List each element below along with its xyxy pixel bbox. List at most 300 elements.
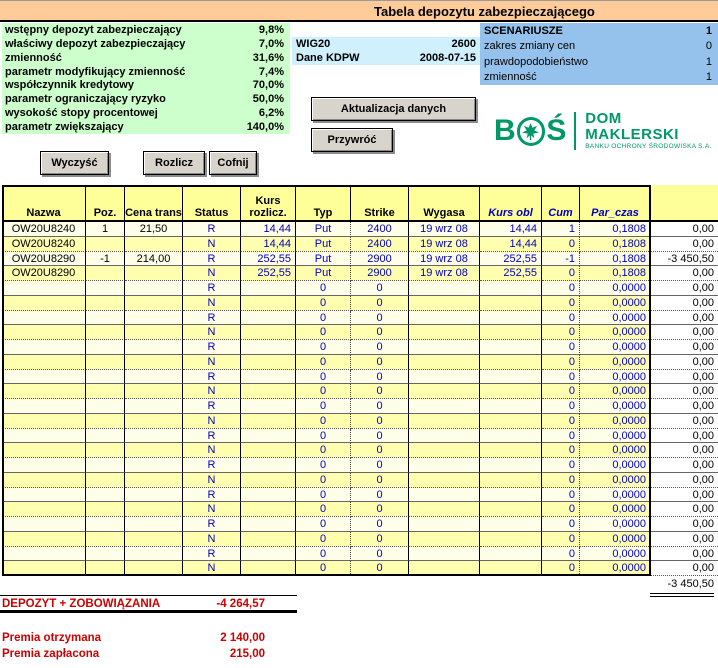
table-cell[interactable]: [86, 384, 125, 399]
table-cell[interactable]: [409, 370, 480, 385]
table-cell[interactable]: [86, 561, 125, 576]
table-cell[interactable]: [480, 340, 542, 355]
table-cell[interactable]: [125, 414, 183, 429]
table-cell[interactable]: [86, 502, 125, 517]
table-cell[interactable]: [2, 532, 86, 547]
table-cell[interactable]: [241, 399, 296, 414]
table-cell[interactable]: [2, 325, 86, 340]
table-cell[interactable]: [480, 370, 542, 385]
table-cell[interactable]: 0,00: [651, 502, 718, 517]
scenario-value[interactable]: 1: [705, 55, 712, 68]
table-cell[interactable]: N: [183, 296, 241, 311]
table-cell[interactable]: 0: [351, 340, 409, 355]
table-cell[interactable]: [86, 517, 125, 532]
table-cell[interactable]: [125, 517, 183, 532]
table-cell[interactable]: [86, 458, 125, 473]
table-cell[interactable]: 252,55: [480, 266, 542, 281]
table-cell[interactable]: 0: [296, 414, 351, 429]
table-cell[interactable]: 0: [542, 414, 580, 429]
table-cell[interactable]: [125, 429, 183, 444]
table-cell[interactable]: N: [183, 443, 241, 458]
table-cell[interactable]: [409, 325, 480, 340]
table-cell[interactable]: 0,00: [651, 355, 718, 370]
table-cell[interactable]: [125, 547, 183, 562]
table-cell[interactable]: [241, 281, 296, 296]
table-cell[interactable]: 0: [296, 547, 351, 562]
table-cell[interactable]: 0: [351, 517, 409, 532]
table-cell[interactable]: 0: [542, 399, 580, 414]
table-cell[interactable]: [409, 561, 480, 576]
table-cell[interactable]: 0: [351, 384, 409, 399]
table-cell[interactable]: [125, 488, 183, 503]
scenario-value[interactable]: 1: [705, 71, 712, 84]
table-cell[interactable]: [86, 266, 125, 281]
table-cell[interactable]: [241, 488, 296, 503]
table-cell[interactable]: 0: [542, 266, 580, 281]
table-cell[interactable]: [86, 237, 125, 252]
table-cell[interactable]: [409, 355, 480, 370]
table-cell[interactable]: [409, 296, 480, 311]
parameter-value[interactable]: 50,0%: [252, 93, 284, 106]
table-cell[interactable]: N: [183, 325, 241, 340]
table-cell[interactable]: [409, 532, 480, 547]
restore-button[interactable]: Przywróć: [311, 128, 393, 152]
table-cell[interactable]: 0,0000: [580, 399, 651, 414]
market-value[interactable]: 2008-07-15: [419, 52, 476, 64]
table-cell[interactable]: 0: [351, 532, 409, 547]
table-cell[interactable]: 0,00: [651, 296, 718, 311]
undo-button[interactable]: Cofnij: [209, 151, 257, 175]
table-cell[interactable]: [241, 311, 296, 326]
table-cell[interactable]: [480, 355, 542, 370]
table-cell[interactable]: [86, 532, 125, 547]
table-cell[interactable]: 0,00: [651, 532, 718, 547]
table-cell[interactable]: 0,00: [651, 517, 718, 532]
table-cell[interactable]: [86, 296, 125, 311]
table-cell[interactable]: 0,00: [651, 222, 718, 237]
table-cell[interactable]: 0,00: [651, 370, 718, 385]
table-cell[interactable]: [86, 281, 125, 296]
table-cell[interactable]: R: [183, 547, 241, 562]
table-cell[interactable]: N: [183, 237, 241, 252]
table-cell[interactable]: [125, 355, 183, 370]
table-cell[interactable]: [480, 532, 542, 547]
table-cell[interactable]: 0: [296, 311, 351, 326]
header-cell[interactable]: Kurs rozlicz.: [241, 185, 296, 222]
table-cell[interactable]: 0: [542, 281, 580, 296]
clear-button[interactable]: Wyczyść: [40, 151, 109, 175]
table-cell[interactable]: [241, 384, 296, 399]
table-cell[interactable]: 1: [86, 222, 125, 237]
header-cell[interactable]: Wygasa: [409, 185, 480, 222]
table-cell[interactable]: [125, 561, 183, 576]
table-cell[interactable]: 0: [542, 458, 580, 473]
table-cell[interactable]: 0,0000: [580, 429, 651, 444]
table-cell[interactable]: [2, 296, 86, 311]
table-cell[interactable]: [125, 311, 183, 326]
table-cell[interactable]: 0: [351, 355, 409, 370]
table-cell[interactable]: R: [183, 281, 241, 296]
table-cell[interactable]: R: [183, 340, 241, 355]
table-cell[interactable]: [2, 429, 86, 444]
table-cell[interactable]: 0: [296, 296, 351, 311]
table-cell[interactable]: 0,00: [651, 325, 718, 340]
table-cell[interactable]: 0,1808: [580, 266, 651, 281]
table-cell[interactable]: R: [183, 222, 241, 237]
table-cell[interactable]: 0: [351, 311, 409, 326]
table-cell[interactable]: [480, 473, 542, 488]
parameter-value[interactable]: 140,0%: [246, 120, 284, 133]
table-cell[interactable]: 0,0000: [580, 561, 651, 576]
table-cell[interactable]: 2900: [351, 252, 409, 267]
table-cell[interactable]: 0,0000: [580, 311, 651, 326]
table-cell[interactable]: [480, 502, 542, 517]
table-cell[interactable]: 0: [351, 296, 409, 311]
table-cell[interactable]: [2, 384, 86, 399]
table-cell[interactable]: [480, 296, 542, 311]
table-cell[interactable]: [241, 473, 296, 488]
table-cell[interactable]: [409, 340, 480, 355]
table-cell[interactable]: [86, 340, 125, 355]
table-cell[interactable]: [241, 443, 296, 458]
table-cell[interactable]: [2, 547, 86, 562]
table-cell[interactable]: 0: [296, 532, 351, 547]
table-cell[interactable]: R: [183, 311, 241, 326]
header-cell[interactable]: Cena trans: [125, 185, 183, 222]
table-cell[interactable]: 0,00: [651, 340, 718, 355]
table-cell[interactable]: [86, 443, 125, 458]
table-cell[interactable]: [480, 384, 542, 399]
table-cell[interactable]: R: [183, 399, 241, 414]
table-cell[interactable]: [241, 325, 296, 340]
table-cell[interactable]: R: [183, 517, 241, 532]
table-cell[interactable]: [241, 355, 296, 370]
table-cell[interactable]: [86, 488, 125, 503]
table-cell[interactable]: 0: [542, 384, 580, 399]
table-cell[interactable]: 0,0000: [580, 296, 651, 311]
table-cell[interactable]: 0: [542, 296, 580, 311]
table-cell[interactable]: [480, 399, 542, 414]
scenario-value[interactable]: 0: [705, 40, 712, 53]
table-cell[interactable]: 0,0000: [580, 443, 651, 458]
table-cell[interactable]: [480, 488, 542, 503]
table-cell[interactable]: 2900: [351, 266, 409, 281]
table-cell[interactable]: 19 wrz 08: [409, 266, 480, 281]
parameter-value[interactable]: 7,4%: [258, 65, 284, 78]
header-cell[interactable]: Status: [183, 185, 241, 222]
table-cell[interactable]: [241, 517, 296, 532]
table-cell[interactable]: [2, 561, 86, 576]
table-cell[interactable]: 21,50: [125, 222, 183, 237]
table-cell[interactable]: 0,00: [651, 561, 718, 576]
table-cell[interactable]: [480, 517, 542, 532]
table-cell[interactable]: 0,00: [651, 473, 718, 488]
table-cell[interactable]: 0: [542, 547, 580, 562]
table-cell[interactable]: [125, 458, 183, 473]
header-cell[interactable]: [651, 185, 718, 222]
table-cell[interactable]: 0,0000: [580, 370, 651, 385]
table-cell[interactable]: [125, 532, 183, 547]
header-cell[interactable]: Kurs obl: [480, 185, 542, 222]
table-cell[interactable]: [241, 458, 296, 473]
table-cell[interactable]: 0: [351, 414, 409, 429]
table-cell[interactable]: [125, 399, 183, 414]
table-cell[interactable]: [2, 281, 86, 296]
parameter-value[interactable]: 31,6%: [252, 51, 284, 64]
table-cell[interactable]: 0: [296, 443, 351, 458]
table-cell[interactable]: [125, 237, 183, 252]
table-cell[interactable]: 0: [351, 547, 409, 562]
table-cell[interactable]: [2, 473, 86, 488]
table-cell[interactable]: [125, 325, 183, 340]
table-cell[interactable]: [409, 414, 480, 429]
table-cell[interactable]: [86, 399, 125, 414]
table-cell[interactable]: 252,55: [241, 252, 296, 267]
table-cell[interactable]: 0,0000: [580, 325, 651, 340]
table-cell[interactable]: 0: [542, 561, 580, 576]
table-cell[interactable]: 0,00: [651, 399, 718, 414]
table-cell[interactable]: 0: [542, 473, 580, 488]
table-cell[interactable]: 0,0000: [580, 532, 651, 547]
table-cell[interactable]: [480, 281, 542, 296]
table-cell[interactable]: Put: [296, 266, 351, 281]
table-cell[interactable]: 14,44: [241, 222, 296, 237]
table-cell[interactable]: N: [183, 502, 241, 517]
table-cell[interactable]: [2, 414, 86, 429]
table-cell[interactable]: 0: [351, 561, 409, 576]
table-cell[interactable]: [2, 488, 86, 503]
table-cell[interactable]: [409, 517, 480, 532]
table-cell[interactable]: [241, 429, 296, 444]
table-cell[interactable]: 0: [296, 488, 351, 503]
table-cell[interactable]: [86, 325, 125, 340]
table-cell[interactable]: R: [183, 429, 241, 444]
parameter-value[interactable]: 9,8%: [258, 23, 284, 36]
table-cell[interactable]: 0,00: [651, 429, 718, 444]
table-cell[interactable]: N: [183, 266, 241, 281]
table-cell[interactable]: 0: [296, 399, 351, 414]
table-cell[interactable]: 0,00: [651, 414, 718, 429]
table-cell[interactable]: 0: [351, 281, 409, 296]
table-cell[interactable]: [480, 414, 542, 429]
table-cell[interactable]: 0: [351, 488, 409, 503]
table-cell[interactable]: [480, 443, 542, 458]
table-cell[interactable]: [86, 473, 125, 488]
table-cell[interactable]: [2, 458, 86, 473]
table-cell[interactable]: [125, 340, 183, 355]
table-cell[interactable]: 0: [351, 429, 409, 444]
header-cell[interactable]: Par_czas: [580, 185, 651, 222]
table-cell[interactable]: 19 wrz 08: [409, 252, 480, 267]
table-cell[interactable]: Put: [296, 252, 351, 267]
table-cell[interactable]: [480, 429, 542, 444]
table-cell[interactable]: 0: [542, 488, 580, 503]
table-cell[interactable]: 0: [296, 502, 351, 517]
table-cell[interactable]: [2, 340, 86, 355]
table-cell[interactable]: [125, 443, 183, 458]
table-cell[interactable]: N: [183, 532, 241, 547]
table-cell[interactable]: 0: [296, 281, 351, 296]
table-cell[interactable]: 0,0000: [580, 340, 651, 355]
table-cell[interactable]: 0,0000: [580, 547, 651, 562]
market-value[interactable]: 2600: [451, 38, 476, 50]
table-cell[interactable]: R: [183, 458, 241, 473]
table-cell[interactable]: [409, 311, 480, 326]
table-cell[interactable]: 0: [542, 532, 580, 547]
table-cell[interactable]: 0,0000: [580, 281, 651, 296]
table-cell[interactable]: 0: [351, 458, 409, 473]
table-cell[interactable]: [480, 325, 542, 340]
table-cell[interactable]: 0: [542, 355, 580, 370]
table-cell[interactable]: [409, 429, 480, 444]
table-cell[interactable]: [86, 355, 125, 370]
table-cell[interactable]: 0: [351, 443, 409, 458]
table-cell[interactable]: [2, 517, 86, 532]
table-cell[interactable]: 0,00: [651, 281, 718, 296]
table-cell[interactable]: [2, 502, 86, 517]
table-cell[interactable]: R: [183, 488, 241, 503]
settle-button[interactable]: Rozlicz: [143, 151, 205, 175]
table-cell[interactable]: 0: [296, 517, 351, 532]
table-cell[interactable]: [409, 488, 480, 503]
table-cell[interactable]: 0: [296, 561, 351, 576]
header-cell[interactable]: Strike: [351, 185, 409, 222]
table-cell[interactable]: 14,44: [480, 237, 542, 252]
table-cell[interactable]: [241, 296, 296, 311]
table-cell[interactable]: 0,0000: [580, 458, 651, 473]
table-cell[interactable]: N: [183, 384, 241, 399]
table-cell[interactable]: 0: [296, 429, 351, 444]
table-cell[interactable]: [2, 443, 86, 458]
table-cell[interactable]: [2, 370, 86, 385]
table-cell[interactable]: 2400: [351, 237, 409, 252]
table-cell[interactable]: [241, 340, 296, 355]
table-cell[interactable]: -3 450,50: [651, 252, 718, 267]
table-cell[interactable]: 252,55: [480, 252, 542, 267]
table-cell[interactable]: [125, 296, 183, 311]
table-cell[interactable]: [409, 384, 480, 399]
table-cell[interactable]: 252,55: [241, 266, 296, 281]
table-cell[interactable]: 0: [351, 399, 409, 414]
table-cell[interactable]: [241, 502, 296, 517]
table-cell[interactable]: 0: [296, 340, 351, 355]
table-cell[interactable]: 0,1808: [580, 222, 651, 237]
table-cell[interactable]: N: [183, 561, 241, 576]
header-cell[interactable]: Cum: [542, 185, 580, 222]
scenario-value[interactable]: 1: [705, 24, 712, 37]
update-data-button[interactable]: Aktualizacja danych: [311, 97, 476, 121]
table-cell[interactable]: [409, 281, 480, 296]
table-cell[interactable]: [86, 414, 125, 429]
table-cell[interactable]: [409, 458, 480, 473]
table-cell[interactable]: 0: [296, 325, 351, 340]
table-cell[interactable]: 0,0000: [580, 473, 651, 488]
table-cell[interactable]: [241, 547, 296, 562]
table-cell[interactable]: OW20U8240: [2, 222, 86, 237]
table-cell[interactable]: OW20U8290: [2, 252, 86, 267]
table-cell[interactable]: 0: [296, 458, 351, 473]
table-cell[interactable]: Put: [296, 237, 351, 252]
table-cell[interactable]: 14,44: [480, 222, 542, 237]
table-cell[interactable]: 0: [542, 443, 580, 458]
header-cell[interactable]: Nazwa: [2, 185, 86, 222]
table-cell[interactable]: -1: [542, 252, 580, 267]
table-cell[interactable]: 0: [296, 384, 351, 399]
table-cell[interactable]: 19 wrz 08: [409, 237, 480, 252]
table-cell[interactable]: 0: [296, 355, 351, 370]
table-cell[interactable]: 0,00: [651, 443, 718, 458]
table-cell[interactable]: 0,0000: [580, 384, 651, 399]
table-cell[interactable]: [241, 532, 296, 547]
table-cell[interactable]: 0,00: [651, 384, 718, 399]
table-cell[interactable]: OW20U8240: [2, 237, 86, 252]
table-cell[interactable]: 0: [351, 370, 409, 385]
header-cell[interactable]: Typ: [296, 185, 351, 222]
table-cell[interactable]: 14,44: [241, 237, 296, 252]
table-cell[interactable]: [241, 561, 296, 576]
table-cell[interactable]: 0,00: [651, 311, 718, 326]
table-cell[interactable]: [125, 266, 183, 281]
table-cell[interactable]: 0: [351, 473, 409, 488]
table-cell[interactable]: [86, 370, 125, 385]
table-cell[interactable]: [409, 547, 480, 562]
table-cell[interactable]: 0,00: [651, 266, 718, 281]
table-cell[interactable]: [480, 458, 542, 473]
table-cell[interactable]: N: [183, 355, 241, 370]
table-cell[interactable]: N: [183, 414, 241, 429]
table-cell[interactable]: [125, 281, 183, 296]
table-cell[interactable]: N: [183, 473, 241, 488]
table-cell[interactable]: 0: [542, 517, 580, 532]
table-cell[interactable]: 0,00: [651, 547, 718, 562]
table-cell[interactable]: 0,0000: [580, 502, 651, 517]
table-cell[interactable]: [2, 355, 86, 370]
table-cell[interactable]: [409, 399, 480, 414]
table-cell[interactable]: [409, 502, 480, 517]
table-cell[interactable]: 0: [296, 370, 351, 385]
table-cell[interactable]: [409, 473, 480, 488]
parameter-value[interactable]: 6,2%: [258, 107, 284, 120]
table-cell[interactable]: [125, 473, 183, 488]
table-cell[interactable]: [125, 370, 183, 385]
table-cell[interactable]: 1: [542, 222, 580, 237]
table-cell[interactable]: [241, 414, 296, 429]
table-cell[interactable]: [2, 311, 86, 326]
table-cell[interactable]: 0: [296, 473, 351, 488]
table-cell[interactable]: [86, 311, 125, 326]
parameter-value[interactable]: 70,0%: [252, 79, 284, 92]
table-cell[interactable]: -1: [86, 252, 125, 267]
table-cell[interactable]: [125, 502, 183, 517]
table-cell[interactable]: [480, 311, 542, 326]
table-cell[interactable]: 0,1808: [580, 237, 651, 252]
table-cell[interactable]: R: [183, 252, 241, 267]
table-cell[interactable]: 0: [542, 429, 580, 444]
table-cell[interactable]: 214,00: [125, 252, 183, 267]
table-cell[interactable]: [480, 561, 542, 576]
table-cell[interactable]: [241, 370, 296, 385]
table-cell[interactable]: 2400: [351, 222, 409, 237]
table-cell[interactable]: 0,0000: [580, 488, 651, 503]
table-cell[interactable]: Put: [296, 222, 351, 237]
table-cell[interactable]: 0,00: [651, 458, 718, 473]
table-cell[interactable]: OW20U8290: [2, 266, 86, 281]
table-cell[interactable]: 0: [542, 340, 580, 355]
table-cell[interactable]: 0,1808: [580, 252, 651, 267]
table-cell[interactable]: [125, 384, 183, 399]
table-cell[interactable]: 0,00: [651, 237, 718, 252]
table-cell[interactable]: 0: [542, 311, 580, 326]
